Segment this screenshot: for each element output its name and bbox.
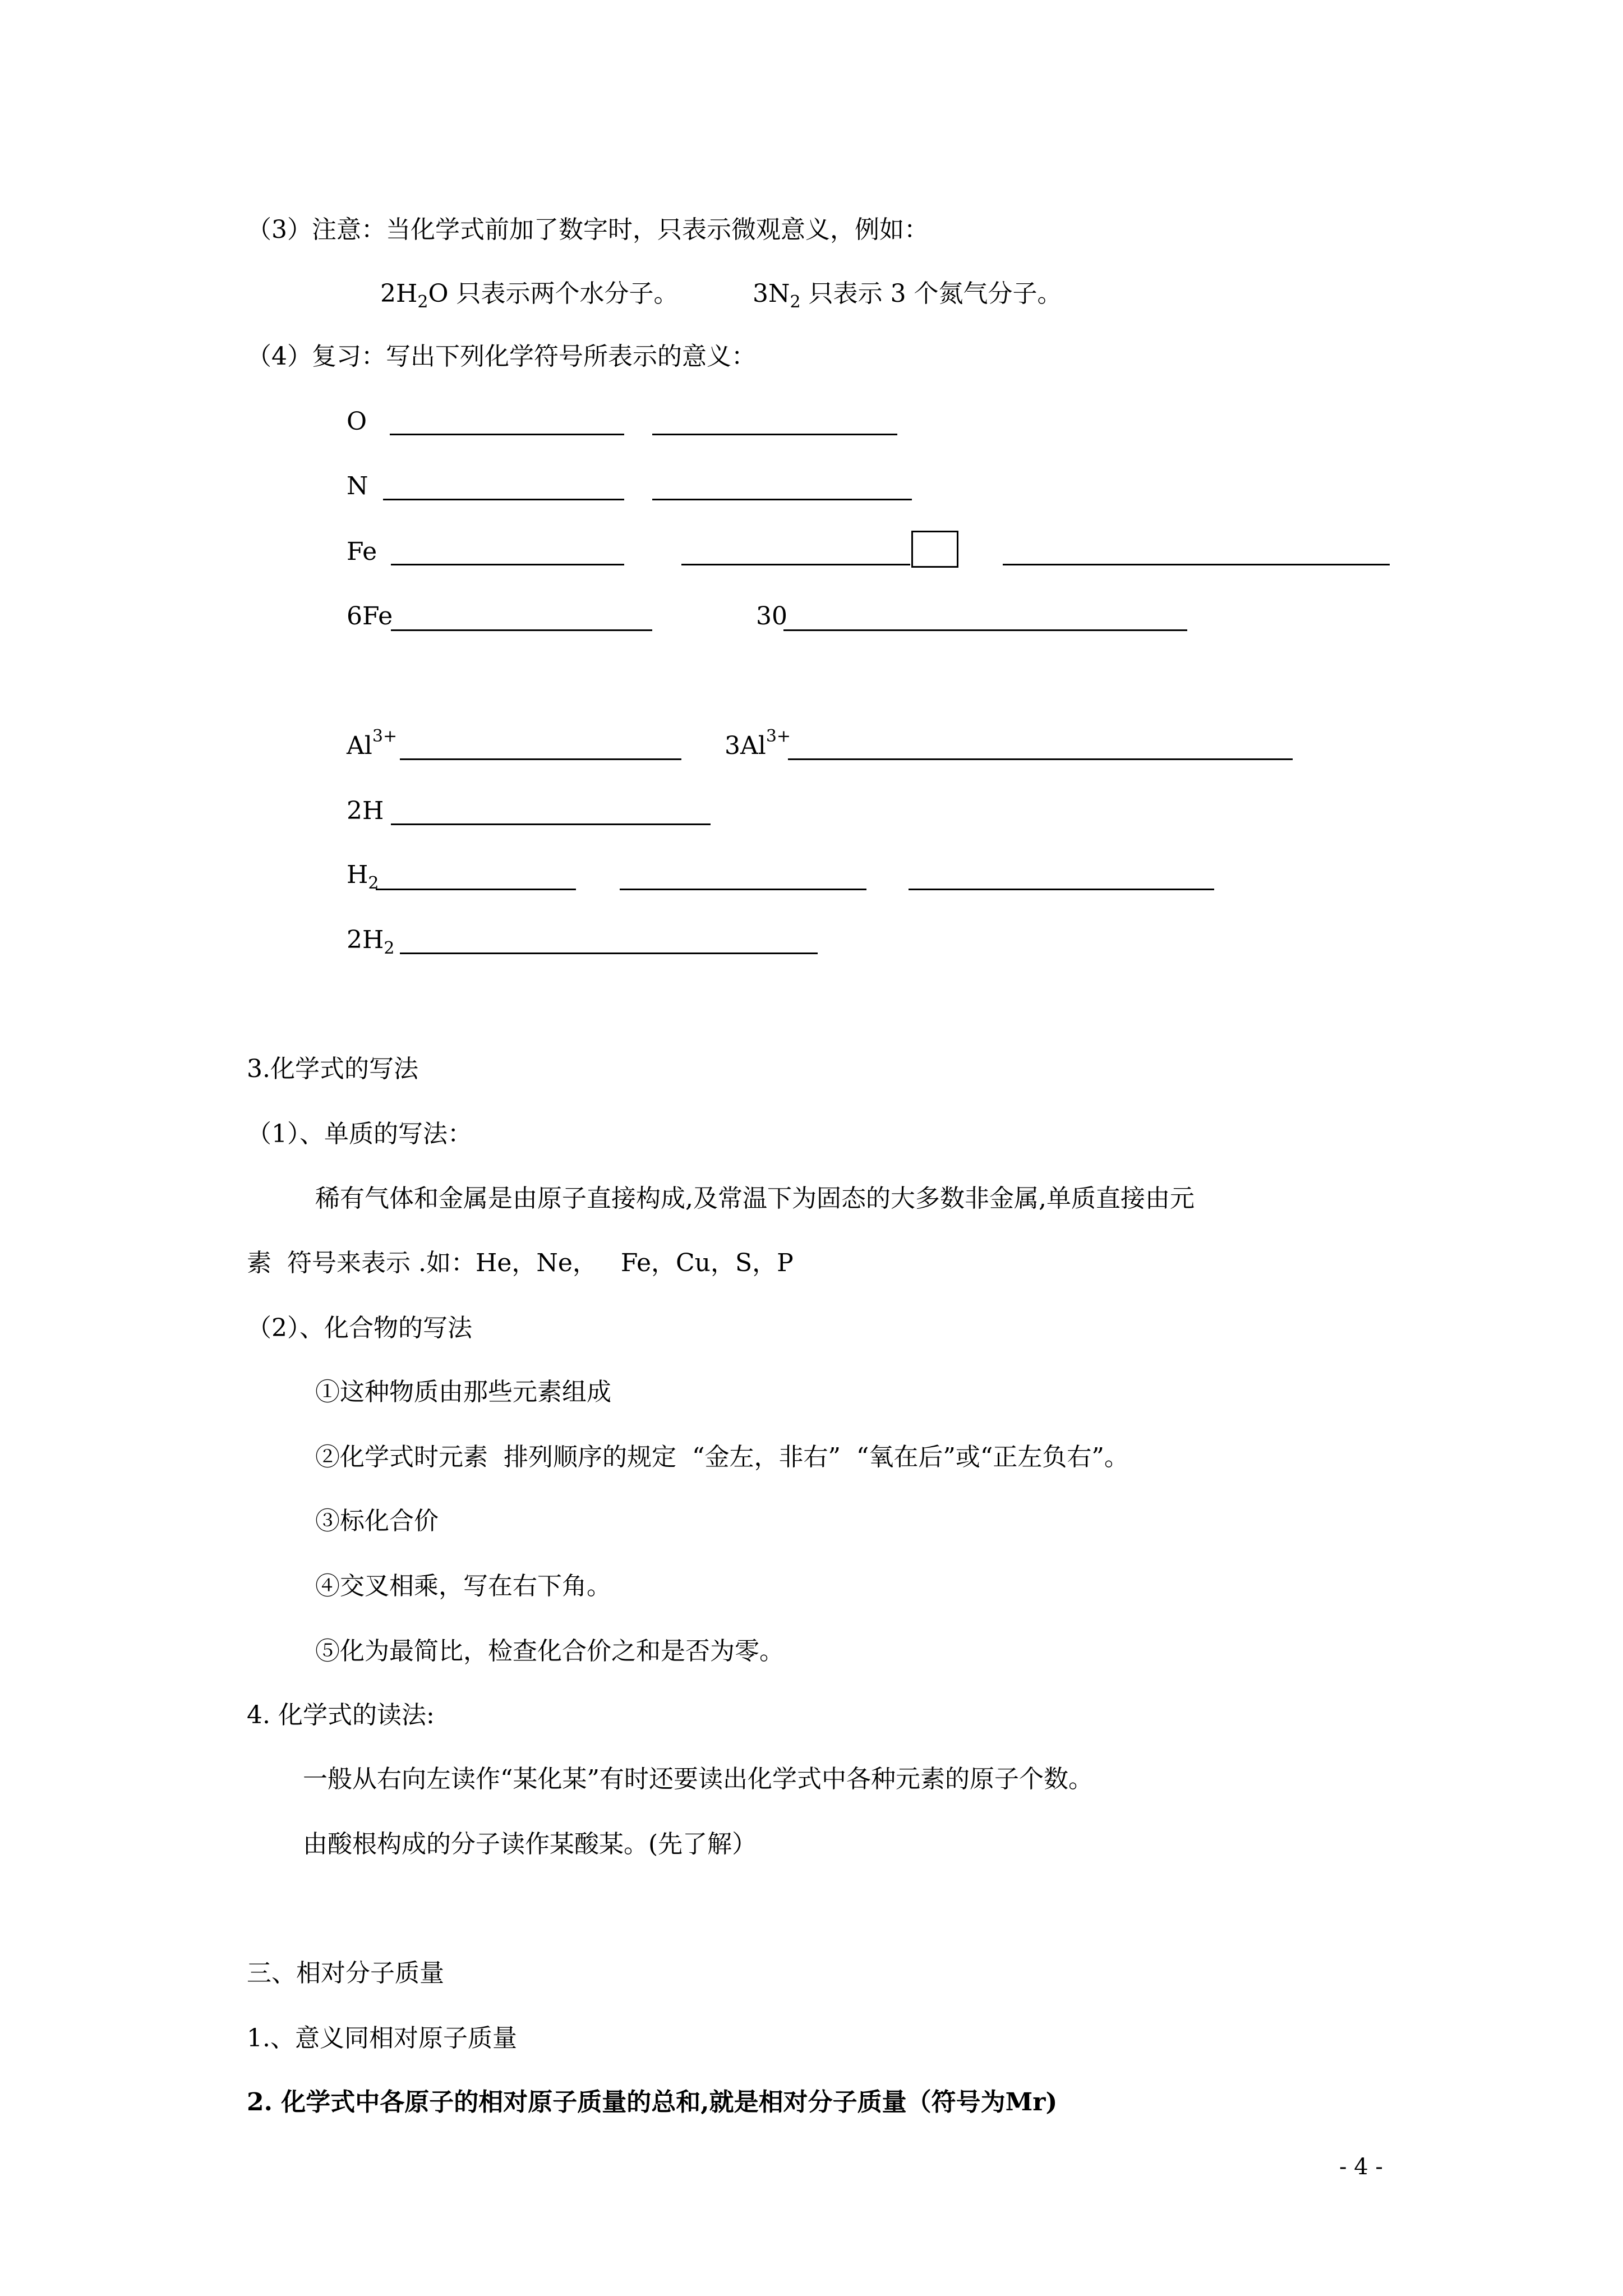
answer-box[interactable] <box>911 531 958 568</box>
symbol-o: O <box>347 407 367 436</box>
symbol-fe: Fe <box>347 537 377 566</box>
section-3-title: 3.化学式的写法 <box>247 1055 418 1083</box>
symbol-3o: 30 <box>756 602 787 631</box>
answer-blank-n-1[interactable] <box>383 499 624 500</box>
note-3: （3）注意：当化学式前加了数字时，只表示微观意义，例如： <box>247 215 929 244</box>
answer-blank-h2-2[interactable] <box>620 889 866 890</box>
step-1: ①这种物质由那些元素组成 <box>315 1378 611 1406</box>
answer-blank-o-2[interactable] <box>652 434 897 435</box>
page-number: - 4 - <box>1339 2154 1383 2180</box>
example-2h2o: $2H_2O$ 只表示两个水分子。 <box>380 279 679 312</box>
symbol-3al3: $3Al^{3+}$ <box>725 726 791 760</box>
answer-blank-fe-1[interactable] <box>391 564 624 565</box>
section-4-line-2: 由酸根构成的分子读作某酸某。(先了解） <box>303 1830 757 1858</box>
answer-blank-n-2[interactable] <box>652 499 912 500</box>
answer-blank-6fe[interactable] <box>391 629 652 631</box>
subsection-2: （2）、化合物的写法 <box>247 1314 472 1342</box>
answer-blank-2h2[interactable] <box>400 953 818 954</box>
step-2: ②化学式时元素 排列顺序的规定 “金左，非右” “氧在后”或“正左负右”。 <box>315 1443 1129 1471</box>
symbol-2h2: $2H_2$ <box>347 926 395 958</box>
step-4: ④交叉相乘，写在右下角。 <box>315 1572 611 1600</box>
review-4: （4）复习：写出下列化学符号所表示的意义： <box>247 342 756 371</box>
answer-blank-h2-1[interactable] <box>376 889 576 890</box>
answer-blank-fe-3[interactable] <box>1003 564 1390 565</box>
chapter-3-item-1: 1.、意义同相对原子质量 <box>247 2024 517 2053</box>
chapter-3-title: 三、相对分子质量 <box>247 1959 444 1987</box>
answer-blank-2h[interactable] <box>391 823 711 825</box>
answer-blank-h2-3[interactable] <box>909 889 1214 890</box>
subsection-1-body-b: 素 符号来表示 .如：He，Ne， Fe，Cu，S，P <box>247 1249 794 1277</box>
answer-blank-o-1[interactable] <box>390 434 624 435</box>
step-5: ⑤化为最简比，检查化合价之和是否为零。 <box>315 1637 784 1665</box>
answer-blank-3al3[interactable] <box>788 758 1293 760</box>
symbol-h2: $H_2$ <box>347 861 379 893</box>
subsection-1-body-a: 稀有气体和金属是由原子直接构成,及常温下为固态的大多数非金属,单质直接由元 <box>315 1184 1195 1213</box>
symbol-al3: $Al^{3+}$ <box>347 726 398 760</box>
symbol-2h: 2H <box>347 797 384 825</box>
answer-blank-al3[interactable] <box>400 758 681 760</box>
subsection-1: （1）、单质的写法： <box>247 1120 472 1148</box>
symbol-6fe: 6Fe <box>347 602 393 631</box>
symbol-n: N <box>347 472 368 500</box>
step-3: ③标化合价 <box>315 1507 439 1535</box>
answer-blank-3o[interactable] <box>783 629 1187 631</box>
example-3n2: $3N_2$ 只表示 3 个氮气分子。 <box>753 279 1062 312</box>
chapter-3-item-2: 2. 化学式中各原子的相对原子质量的总和,就是相对分子质量（符号为Mr) <box>247 2088 1058 2116</box>
answer-blank-fe-2[interactable] <box>681 564 910 565</box>
section-4-line-1: 一般从右向左读作“某化某”有时还要读出化学式中各种元素的原子个数。 <box>303 1765 1093 1793</box>
section-4-title: 4. 化学式的读法: <box>247 1701 435 1729</box>
